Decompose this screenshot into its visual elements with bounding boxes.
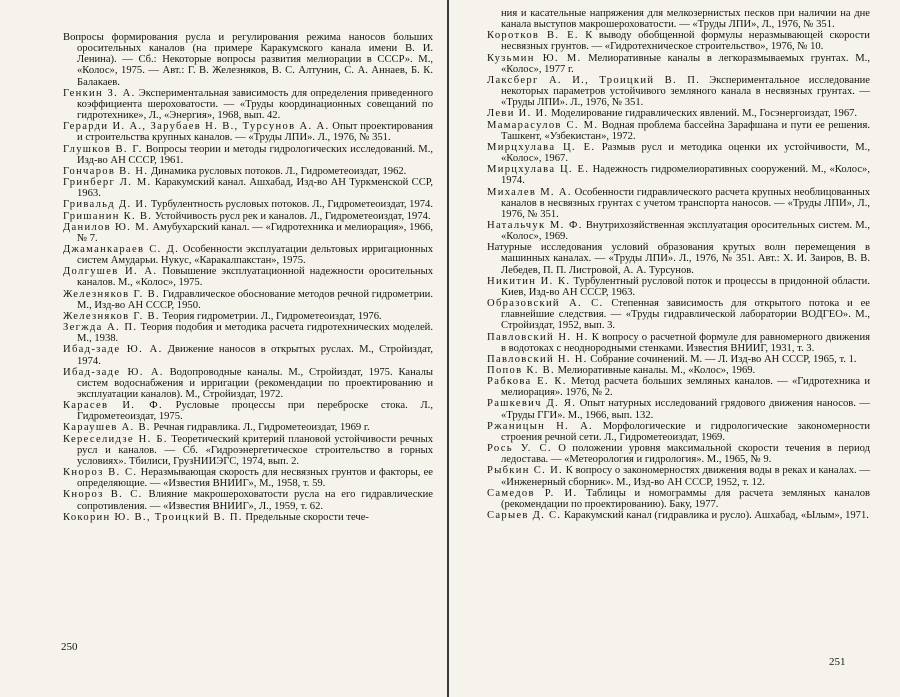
bibliography-entry [63, 434, 433, 467]
bibliography-entry [63, 121, 433, 143]
entry-text: Мелиоративные каналы. М., «Колос», 1969. [554, 365, 756, 376]
entry-author: Мирцхулава Ц. Е. [487, 164, 590, 176]
entry-text: Натурные исследования условий образования крутых волн перемещения в машинных каналах. — «Труды ЛПИ». Л., 1976, № 351. Авт.: Х. И. Заиров, В. В. Лебедев, П. П. Листровой, А. А. Турсунов. [487, 242, 870, 276]
entry-author: Джаманкараев С. Д. [63, 243, 180, 255]
entry-author: Гришанин К. В. [63, 210, 153, 222]
left-page [0, 0, 447, 697]
page-number-left: 250 [61, 641, 78, 653]
entry-text: Устойчивость русл рек и каналов. Л., Гидрометеоиздат, 1974. [152, 210, 431, 222]
entry-text: О положении уровня максимальной скорости течения в период ледостава. — «Метеорология и гидрология». М., 1965, № 9. [501, 443, 870, 466]
entry-text: Мелиоративные каналы в легкоразмываемых грунтах. М., «Колос», 1977 г. [501, 52, 870, 75]
bibliography-entry [487, 142, 870, 164]
bibliography-entry [63, 244, 433, 266]
bibliography-entry [487, 376, 870, 398]
bibliography-entry [487, 108, 870, 119]
entry-author: Генкин З. А. [63, 87, 136, 99]
entry-author: Железняков Г. В. [63, 310, 160, 322]
bibliography-entry [487, 187, 870, 220]
entry-text: Турбулентность русловых потоков. Л., Гидрометеоиздат, 1974. [148, 199, 434, 211]
entry-author: Кузьмин Ю. М. [487, 52, 582, 64]
bibliography-entry [487, 365, 870, 376]
entry-author: Рыбкин С. И. [487, 465, 563, 477]
entry-text: Опыт проектирования и строительства крупных каналов. — «Труды ЛПИ». Л., 1976, № 351. [77, 121, 433, 144]
entry-text: Собрание сочинений. М. — Л. Изд-во АН СССР, 1965, т. 1. [587, 353, 857, 365]
entry-author: Павловский Н. Н. [487, 331, 589, 343]
entry-author: Мамарасулов С. М. [487, 119, 599, 131]
entry-text: Влияние макрошероховатости русла на его гидравлические сопротивления. — «Известия ВНИИГ», Л., 1959, т. 62. [77, 489, 434, 512]
bibliography-entry [63, 489, 433, 511]
entry-author: Рось У. С. [487, 443, 552, 455]
entry-text: Надежность гидромелиоративных сооружений. М., «Колос», 1974. [501, 164, 870, 187]
bibliography-entry [63, 344, 433, 366]
bibliography-entry [63, 32, 433, 88]
entry-text: Размыв русл и методика оценки их устойчивости, М., «Колос», 1967. [501, 141, 870, 165]
entry-text: Теория подобия и методика расчета гидротехнических моделей. М., 1938. [77, 322, 433, 345]
entry-text: Неразмывающая скорость для несвязных грунтов и факторы, ее определяющие. — «Известия ВНИИГ», М., 1958, т. 59. [77, 467, 433, 490]
page-number-right: 251 [829, 656, 846, 668]
entry-text: Степенная зависимость для открытого потока и ее главнейшие следствия. — «Труды гидравлической лаборатории ВОДГЕО». М., Стройиздат, 1952, вып. 3. [501, 298, 870, 332]
entry-text: Вопросы формирования русла и регулирования режима наносов больших оросительных каналов (на примере Каракумского канала имени В. И. Ленина). — Сб.: Некоторые вопросы развития мелиорации в СССР». М., «Колос», 1975. — Авт.: Г. В. Железняков, В. С. Алтунин, С. А. Аннаев, Б. К. Балакаев. [63, 32, 433, 88]
entry-text: Особенности гидравлического расчета крупных необлицованных каналов в несвязных грунтах с учетом транспорта наносов. — «Труды ЛПИ», Л., 1976, № 351. [501, 186, 870, 220]
entry-text: Вопросы теории и методы гидрологических исследований. М., Изд-во АН СССР, 1961. [77, 143, 433, 166]
bibliography-entry [487, 332, 870, 354]
bibliography-entry [487, 30, 870, 52]
bibliography-entry [487, 75, 870, 108]
entry-author: Кереселидзе Н. Б. [63, 433, 168, 445]
bibliography-entry [63, 289, 433, 311]
bibliography-entry [63, 222, 433, 244]
bibliography-entry [63, 512, 433, 523]
entry-text: К вопросу о расчетной формуле для равномерного движения в водотоках с неоднородными стенками. Известия ВНИИГ, 1931, т. 3. [501, 331, 870, 354]
bibliography-entry [487, 53, 870, 75]
bibliography-entry [487, 421, 870, 443]
bibliography-list-left [63, 32, 433, 523]
entry-author: Кнороз В. С. [63, 467, 138, 479]
entry-text: Речная гидравлика. Л., Гидрометеоиздат, 1969 г. [150, 422, 370, 434]
bibliography-entry [63, 422, 433, 433]
bibliography-entry [487, 465, 870, 487]
entry-author: Рабкова Е. К. [487, 376, 567, 388]
entry-author: Железняков Г. В. [63, 288, 160, 300]
bibliography-entry [487, 120, 870, 142]
bibliography-entry [63, 88, 433, 121]
entry-text: Теория гидрометрии. Л., Гидрометеоиздат, 1976. [159, 310, 382, 322]
entry-author: Кокорин Ю. В., Троицкий В. П. [63, 511, 243, 523]
bibliography-entry [487, 242, 870, 275]
entry-text: Каракумский канал. Ашхабад, Изд-во АН Туркменской ССР, 1963. [77, 177, 433, 200]
entry-text: Морфологические и гидрологические закономерности строения речной сети. Л., Гидрометеоиздат, 1969. [501, 420, 870, 443]
entry-author: Зегжда А. П. [63, 322, 138, 334]
entry-text: Предельные скорости тече- [242, 511, 369, 523]
entry-author: Караушев А. В. [63, 422, 151, 434]
bibliography-entry [487, 510, 870, 521]
entry-text: Моделирование гидравлических явлений. М., Госэнергоиздат, 1967. [548, 108, 858, 120]
entry-text: Опыт натурных исследований грядового движения наносов. — «Труды ГГИ». М., 1966, вып. 132. [501, 398, 871, 421]
bibliography-entry [63, 467, 433, 489]
bibliography-entry [63, 311, 433, 322]
entry-author: Попов К. В. [487, 365, 555, 376]
bibliography-entry [487, 354, 870, 365]
entry-text: Теоретический критерий плановой устойчивости речных русл и каналов. — Сб. «Гидроэнергетическое строительство в горных условиях». Тбилиси, ГрузНИИЭГС, 1974, вып. 2. [77, 433, 434, 467]
entry-text: Турбулентный русловой поток и процессы в придонной области. Киев, Изд-во АН СССР, 1963. [501, 275, 870, 298]
entry-text: Повышение эксплуатационной надежности оросительных каналов. М., «Колос», 1975. [77, 266, 433, 289]
entry-author: Коротков В. Е. [487, 30, 579, 42]
bibliography-entry [487, 488, 870, 510]
entry-author: Данилов Ю. М. [63, 221, 150, 233]
entry-text: Водопроводные каналы. М., Стройиздат, 1975. Каналы систем водоснабжения и ирригации (рекомендации по проектированию и эксплуатации каналов). М., Стройиздат, 1972. [77, 366, 433, 400]
entry-text: Внутрихозяйственная эксплуатация оросительных систем. М., «Колос», 1969. [501, 219, 870, 243]
bibliography-entry [63, 322, 433, 344]
entry-author: Герарди И. А., Зарубаев Н. В., Турсунов А. А. [63, 121, 330, 133]
bibliography-entry [487, 443, 870, 465]
entry-text: К выводу обобщенной формулы неразмывающей скорости несвязных грунтов. — «Гидротехническое строительство», 1976, № 10. [501, 30, 870, 53]
bibliography-entry [487, 220, 870, 242]
entry-author: Лаксберг А. И., Троицкий В. П. [487, 74, 701, 86]
entry-text: Метод расчета больших земляных каналов. — «Гидротехника и мелиорация». 1976, № 2. [501, 376, 870, 399]
bibliography-list-right [487, 30, 870, 521]
entry-author: Ибад-заде Ю. А. [63, 366, 164, 378]
entry-text: Гидравлическое обоснование методов речной гидрометрии. М., Изд-во АН СССР, 1950. [77, 288, 433, 311]
entry-author: Образовский А. С. [487, 298, 604, 310]
entry-text: Водная проблема бассейна Зарафшана и пути ее решения. Ташкент, «Узбекистан», 1972. [501, 119, 870, 142]
right-page [449, 0, 900, 697]
entry-text: Таблицы и номограммы для расчета земляных каналов (рекомендации по проектированию). Баку, 1977. [501, 487, 870, 510]
bibliography-entry [63, 400, 433, 422]
bibliography-entry [63, 211, 433, 222]
bibliography-entry [63, 144, 433, 166]
entry-author: Самедов Р. И. [487, 487, 578, 499]
entry-author: Натальчук М. Ф. [487, 219, 583, 231]
entry-text: Экспериментальная зависимость для определения приведенного коэффициента шероховатости. — «Труды координационных совещаний по гидротехнике», Л., «Энергия», 1968, вып. 42. [77, 87, 433, 122]
entry-author: Ржаницын Н. А. [487, 420, 593, 432]
bibliography-entry [63, 166, 433, 177]
entry-author: Карасев И. Ф. [63, 400, 163, 412]
entry-text: К вопросу о закономерностях движения воды в реках и каналах. — «Инженерный сборник». М., Изд-во АН СССР, 1952, т. 12. [501, 465, 870, 488]
entry-author: Рашкевич Д. Я. [487, 398, 577, 410]
bibliography-entry [487, 276, 870, 298]
entry-text: Особенности эксплуатации дельтовых ирригационных систем Амударьи. Нукус, «Каракалпакстан», 1975. [77, 243, 433, 267]
entry-author: Леви И. И. [487, 108, 549, 120]
entry-author: Павловский Н. Н. [487, 353, 588, 365]
bibliography-entry [487, 164, 870, 186]
bibliography-entry [63, 266, 433, 288]
entry-text: Каракумский канал (гидравлика и русло). Ашхабад, «Ылым», 1971. [561, 510, 869, 522]
entry-author: Гривальд Д. И. [63, 199, 149, 211]
entry-author: Сарыев Д. С. [487, 510, 562, 522]
bibliography-entry [487, 298, 870, 331]
entry-author: Гринберг Л. М. [63, 177, 152, 189]
entry-author: Михалев М. А. [487, 186, 572, 198]
entry-text: Динамика русловых потоков. Л., Гидрометеоиздат, 1962. [148, 165, 407, 177]
bibliography-entry [63, 199, 433, 210]
bibliography-entry [63, 367, 433, 400]
continued-entry: ния и касательные напряжения для мелкозернистых песков при наличии на дне канала выступов макрошероховатости. — «Труды ЛПИ», Л., 1976, № 351. [501, 8, 870, 31]
entry-text: Движение наносов в открытых руслах. М., Стройиздат, 1974. [77, 344, 433, 367]
entry-author: Долгушев И. А. [63, 266, 158, 278]
entry-author: Ибад-заде Ю. А. [63, 344, 163, 356]
entry-author: Кнороз В. С. [63, 489, 143, 501]
bibliography-entry [487, 398, 870, 420]
entry-text: Амубухарский канал. — «Гидротехника и мелиорация», 1966, № 7. [77, 221, 433, 244]
entry-author: Никитин И. К. [487, 275, 571, 287]
bibliography-entry [63, 177, 433, 199]
entry-author: Гончаров В. Н. [63, 165, 149, 177]
entry-text: Экспериментальное исследование некоторых параметров устойчивого земляного канала в несвязных грунтах. — «Труды ЛПИ». Л., 1976, № 351. [501, 74, 870, 109]
entry-author: Глушков В. Г. [63, 143, 143, 155]
entry-text: Русловые процессы при переброске стока. Л., Гидрометеоиздат, 1975. [77, 400, 433, 423]
entry-author: Мирцхулава Ц. Е. [487, 141, 596, 153]
